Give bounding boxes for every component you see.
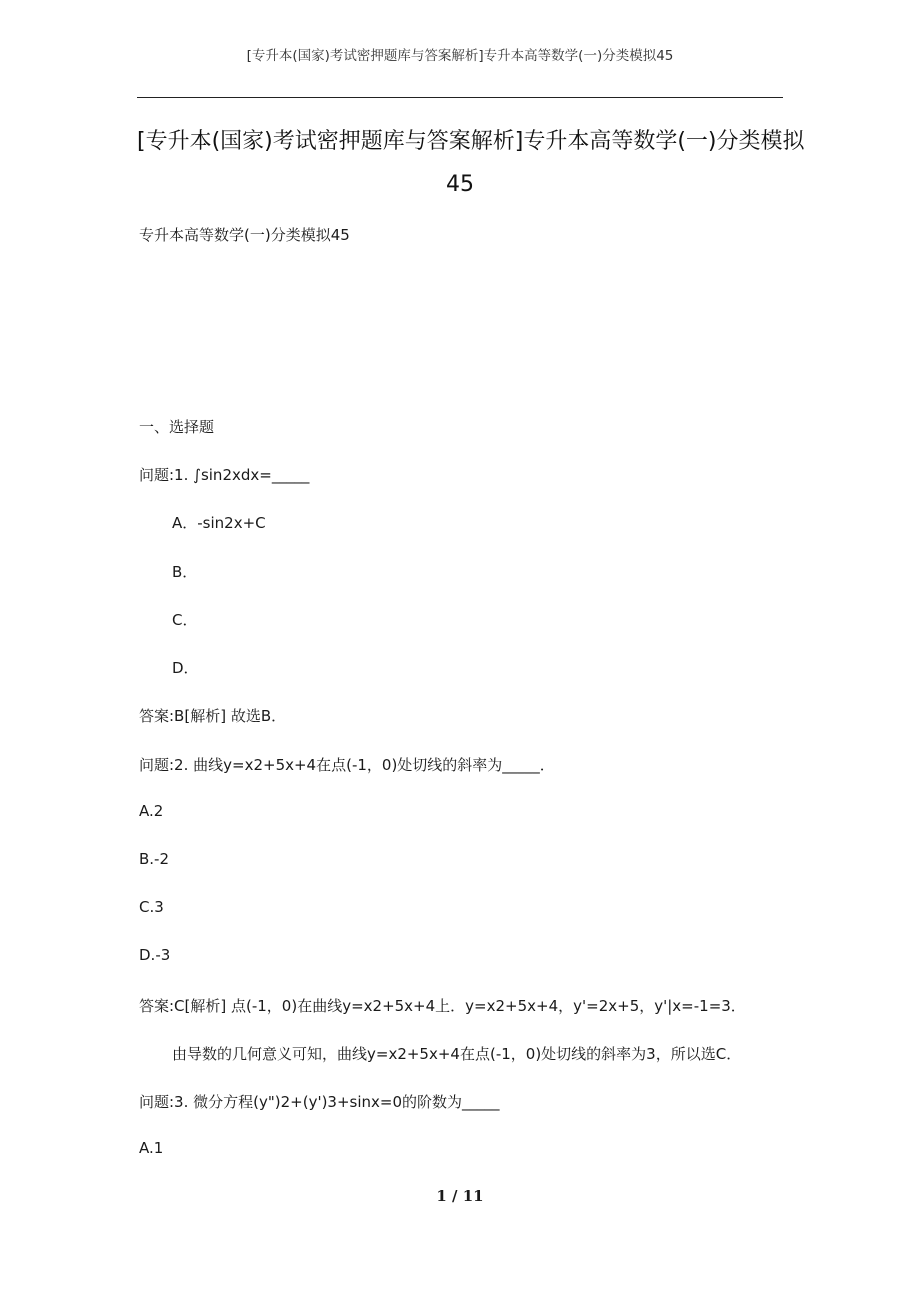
question-2-answer-explanation: 由导数的几何意义可知，曲线y=x2+5x+4在点(-1，0)处切线的斜率为3，所以选C． bbox=[172, 1045, 742, 1063]
question-2-option-c: C.3 bbox=[139, 898, 164, 916]
question-1-prompt: 问题:1. ∫sin2xdx=_____ bbox=[139, 466, 310, 484]
question-2-option-d: D.-3 bbox=[139, 946, 171, 964]
question-1-option-c: C． bbox=[172, 611, 198, 629]
section-heading: 一、选择题 bbox=[139, 418, 215, 436]
question-2-answer: 答案:C[解析] 点(-1，0)在曲线y=x2+5x+4上．y=x2+5x+4，y'=2x+5，y'|x=-1=3． bbox=[139, 997, 746, 1015]
document-title-line1: [专升本(国家)考试密押题库与答案解析]专升本高等数学(一)分类模拟 bbox=[137, 129, 805, 154]
document-title-line2: 45 bbox=[446, 172, 474, 197]
question-1-option-d: D． bbox=[172, 659, 199, 677]
question-1-answer: 答案:B[解析] 故选B． bbox=[139, 707, 287, 725]
question-1-option-b: B． bbox=[172, 563, 198, 581]
header-divider bbox=[137, 97, 783, 98]
question-2-option-b: B.-2 bbox=[139, 850, 170, 868]
question-3-prompt: 问题:3. 微分方程(y")2+(y')3+sinx=0的阶数为_____ bbox=[139, 1093, 500, 1111]
document-subtitle: 专升本高等数学(一)分类模拟45 bbox=[139, 226, 350, 244]
question-2-prompt: 问题:2. 曲线y=x2+5x+4在点(-1，0)处切线的斜率为_____． bbox=[139, 756, 555, 774]
question-3-option-a: A.1 bbox=[139, 1139, 164, 1157]
question-1-option-a: A．-sin2x+C bbox=[172, 514, 266, 532]
page-number: 1 / 11 bbox=[436, 1187, 484, 1205]
running-header: [专升本(国家)考试密押题库与答案解析]专升本高等数学(一)分类模拟45 bbox=[246, 48, 674, 64]
question-2-option-a: A.2 bbox=[139, 802, 164, 820]
